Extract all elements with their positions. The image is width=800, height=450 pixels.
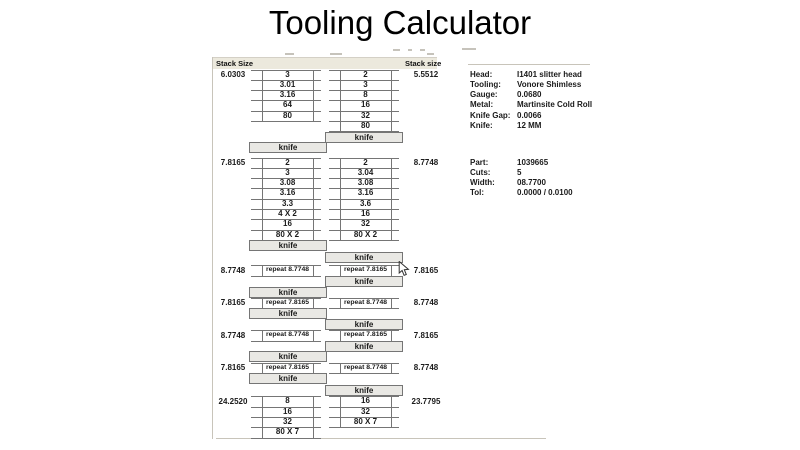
screenshot-artifact — [393, 49, 400, 51]
cell-stack-block2-colA — [251, 158, 321, 240]
spec-value[interactable]: 08.7700 — [517, 178, 546, 188]
cell-stack-repeat1-colB — [329, 265, 399, 275]
cell-stack-repeat4-colB — [329, 363, 399, 373]
cell[interactable]: 3 — [285, 167, 290, 177]
panel-top-border — [468, 64, 590, 65]
stack-size-value[interactable]: 23.7795 — [411, 397, 441, 406]
cell-stack-block1-colB — [329, 70, 399, 132]
grid-line — [391, 70, 392, 132]
spec-label: Head: — [470, 69, 493, 79]
spec-label: Metal: — [470, 100, 494, 110]
cell[interactable]: 80 X 7 — [353, 416, 378, 426]
grid-line — [391, 265, 392, 275]
sheet-left-border — [212, 57, 213, 439]
grid-line — [313, 158, 314, 240]
cell[interactable]: 16 — [361, 100, 370, 110]
grid-line — [251, 438, 321, 439]
cell[interactable]: 3.6 — [359, 198, 372, 208]
knife-cell[interactable]: knife — [249, 373, 327, 384]
grid-line — [313, 396, 314, 437]
cell[interactable]: 3.08 — [279, 178, 296, 188]
cell[interactable]: 8 — [363, 90, 368, 100]
spec-label: Knife: — [470, 121, 493, 130]
spec-label: Knife Gap: — [470, 110, 511, 120]
knife-cell[interactable]: knife — [325, 276, 403, 287]
stack-size-header-right: Stack size — [405, 59, 442, 68]
stack-size-value[interactable]: 7.8165 — [413, 265, 439, 275]
grid-line — [391, 298, 392, 308]
cell[interactable]: 3.08 — [357, 178, 374, 188]
stack-size-value[interactable]: 8.7748 — [220, 265, 246, 275]
screenshot-artifact — [408, 49, 412, 51]
cell[interactable]: 32 — [361, 406, 370, 416]
page-title: Tooling Calculator — [268, 4, 532, 41]
cell[interactable]: 3.16 — [279, 188, 296, 198]
cell-stack-repeat2-colB — [329, 298, 399, 308]
cell-stack-block2-colB — [329, 158, 399, 240]
stack-size-value[interactable]: 5.5512 — [413, 70, 439, 79]
spec-value[interactable]: 5 — [517, 167, 522, 177]
cell[interactable]: repeat 7.8165 — [343, 331, 388, 339]
spec-label: Width: — [470, 178, 495, 188]
spec-value[interactable]: 12 MM — [517, 121, 542, 130]
cell[interactable]: 2 — [363, 69, 368, 79]
cell[interactable]: repeat 8.7748 — [265, 266, 310, 274]
cell[interactable]: 32 — [361, 219, 370, 229]
cell[interactable]: 32 — [361, 110, 370, 120]
knife-cell[interactable]: knife — [249, 351, 327, 362]
cell-stack-block3-colB — [329, 396, 399, 427]
spec-label: Cuts: — [470, 167, 491, 177]
cell[interactable]: repeat 7.8165 — [265, 298, 310, 306]
grid-line — [329, 427, 399, 428]
grid-line — [313, 330, 314, 340]
stack-size-value[interactable]: 6.0303 — [220, 70, 246, 79]
spec-value[interactable]: Vonore Shimless — [517, 79, 582, 89]
grid-line — [313, 70, 314, 122]
cell[interactable]: 2 — [363, 157, 368, 167]
cell[interactable]: 16 — [361, 396, 370, 406]
grid-line — [313, 363, 314, 373]
cell-stack-repeat3-colB — [329, 330, 399, 340]
cell[interactable]: 80 X 2 — [275, 229, 300, 239]
stack-size-value[interactable]: 7.8165 — [220, 298, 246, 308]
cell[interactable]: repeat 8.7748 — [343, 363, 388, 371]
grid-line — [391, 396, 392, 427]
grid-line — [391, 363, 392, 373]
stack-size-value[interactable]: 8.7748 — [413, 363, 439, 373]
cell[interactable]: 80 — [361, 121, 370, 130]
grid-line — [391, 330, 392, 340]
spec-value[interactable]: 0.0066 — [517, 110, 542, 120]
screenshot-artifact — [420, 49, 425, 51]
spec-value[interactable]: 0.0680 — [517, 90, 542, 100]
spec-label: Part: — [470, 157, 489, 167]
cell[interactable]: 8 — [285, 396, 290, 406]
knife-cell[interactable]: knife — [325, 319, 403, 330]
grid-line — [329, 240, 399, 241]
mouse-cursor-icon — [398, 261, 410, 277]
knife-cell[interactable]: knife — [249, 308, 327, 319]
cell[interactable]: 80 X 7 — [275, 427, 300, 437]
spec-value[interactable]: 1039665 — [517, 157, 549, 167]
spec-label: Tol: — [470, 188, 485, 198]
grid-line — [251, 276, 321, 277]
sheet-header-band — [213, 57, 442, 69]
knife-cell[interactable]: knife — [325, 132, 403, 143]
knife-cell[interactable]: knife — [325, 252, 403, 263]
grid-line — [313, 298, 314, 308]
spec-value[interactable]: Martinsite Cold Roll — [517, 100, 593, 110]
spec-value[interactable]: 0.0000 / 0.0100 — [517, 188, 573, 198]
screenshot-artifact — [330, 53, 342, 55]
cell[interactable]: repeat 8.7748 — [343, 298, 388, 306]
spec-label: Gauge: — [470, 90, 498, 100]
cell[interactable]: 3.3 — [281, 198, 294, 208]
cell[interactable]: 3.04 — [357, 167, 374, 177]
grid-line — [391, 158, 392, 240]
stack-size-value[interactable]: 7.8165 — [413, 330, 439, 340]
stack-size-header-left: Stack Size — [216, 59, 254, 68]
cell[interactable]: repeat 7.8165 — [265, 363, 310, 371]
grid-line — [329, 308, 399, 309]
cell[interactable]: repeat 7.8165 — [343, 266, 388, 274]
cell[interactable]: 4 X 2 — [278, 209, 297, 218]
spec-value[interactable]: I1401 slitter head — [517, 69, 582, 79]
cell[interactable]: repeat 8.7748 — [265, 331, 310, 339]
cell[interactable]: 16 — [361, 209, 370, 218]
screenshot-artifact — [462, 48, 476, 50]
cell[interactable]: 80 — [283, 110, 292, 120]
cell[interactable]: 3.01 — [279, 79, 296, 89]
cell[interactable]: 3 — [363, 79, 368, 89]
cell[interactable]: 3.16 — [279, 90, 296, 100]
spreadsheet-screenshot — [213, 55, 773, 443]
knife-cell[interactable]: knife — [325, 385, 403, 396]
stack-size-value[interactable]: 8.7748 — [413, 298, 439, 308]
cell[interactable]: 80 X 2 — [353, 229, 378, 239]
cell[interactable]: 64 — [283, 100, 292, 110]
screenshot-artifact — [427, 53, 434, 55]
stack-size-value[interactable]: 8.7748 — [413, 158, 439, 167]
screenshot-artifact — [285, 53, 294, 55]
stack-size-value[interactable]: 7.8165 — [220, 363, 246, 373]
knife-cell[interactable]: knife — [325, 341, 403, 352]
stack-size-value[interactable]: 7.8165 — [220, 158, 246, 167]
knife-cell[interactable]: knife — [249, 240, 327, 251]
knife-cell[interactable]: knife — [249, 142, 327, 153]
spec-label: Tooling: — [470, 79, 501, 89]
cell[interactable]: 3 — [285, 69, 290, 79]
grid-line — [251, 121, 321, 122]
grid-line — [329, 373, 399, 374]
cell[interactable]: 16 — [283, 219, 292, 229]
grid-line — [313, 265, 314, 275]
knife-cell[interactable]: knife — [249, 287, 327, 298]
cell[interactable]: 2 — [285, 157, 290, 167]
cell[interactable]: 32 — [283, 416, 292, 426]
stack-size-value[interactable]: 8.7748 — [220, 330, 246, 340]
grid-line — [251, 341, 321, 342]
cell[interactable]: 3.16 — [357, 188, 374, 198]
cell[interactable]: 16 — [283, 406, 292, 416]
stack-size-value[interactable]: 24.2520 — [218, 397, 248, 406]
